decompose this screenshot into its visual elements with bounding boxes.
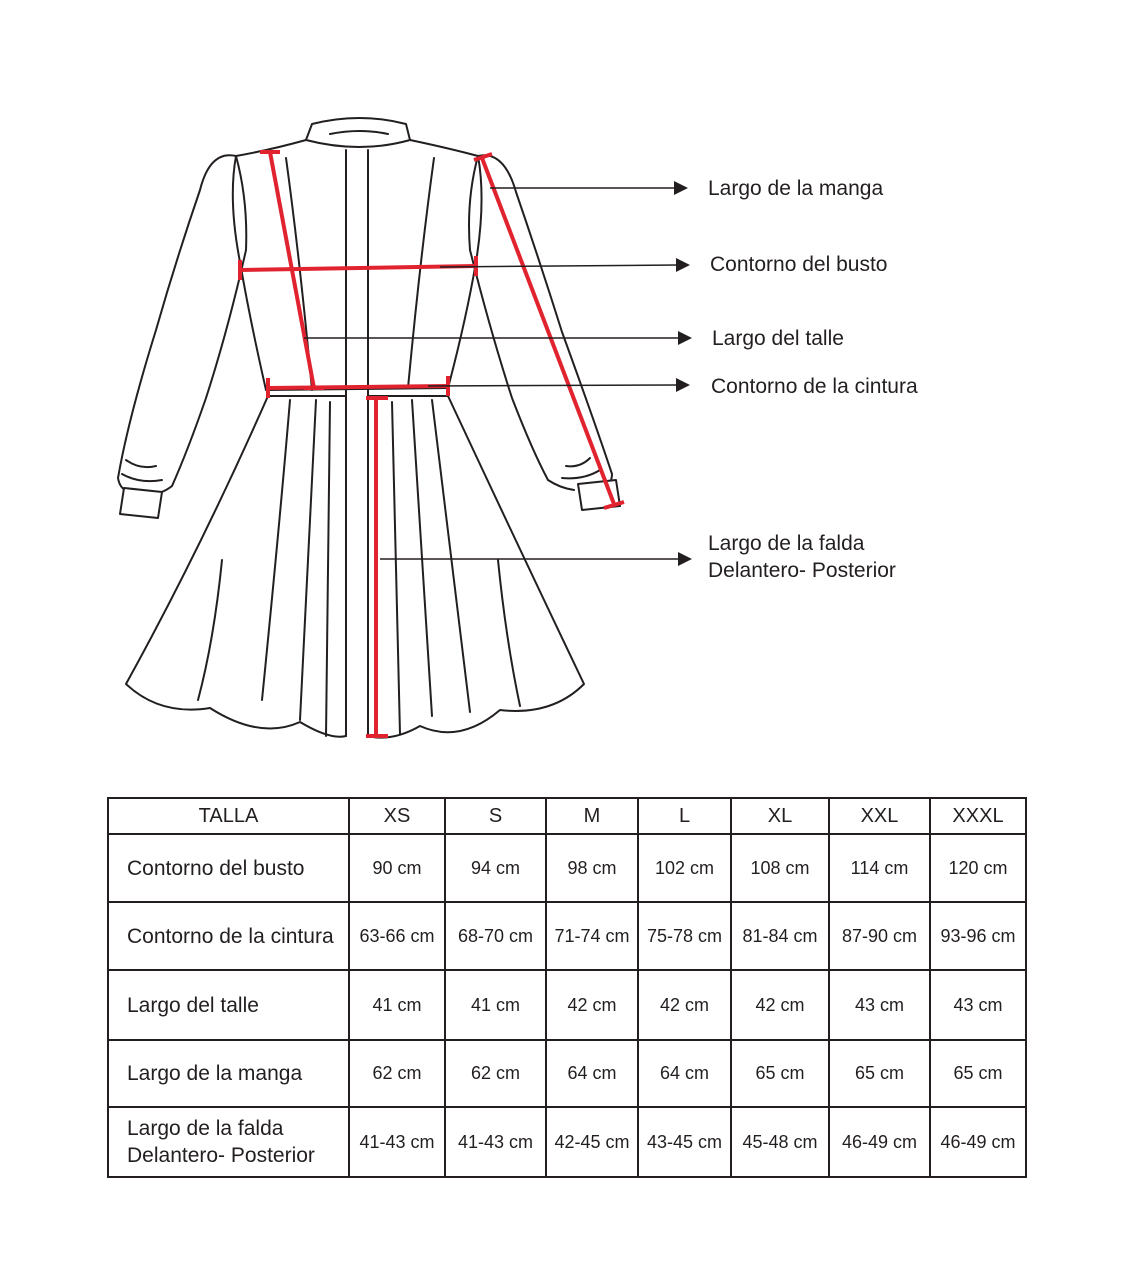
callout-skirt-length bbox=[708, 530, 896, 584]
table-cell: 68-70 cm bbox=[445, 902, 546, 970]
row-label-line: Contorno de la cintura bbox=[127, 924, 334, 948]
size-chart-table bbox=[107, 797, 1027, 1178]
callout-sleeve-length-text: Largo de la manga bbox=[708, 177, 884, 200]
callout-bust bbox=[710, 251, 887, 278]
table-cell: 120 cm bbox=[930, 834, 1026, 902]
row-label-line: Largo de la falda bbox=[127, 1117, 284, 1140]
row-label-line: Delantero- Posterior bbox=[127, 1144, 315, 1167]
table-cell: 102 cm bbox=[638, 834, 731, 902]
table-cell: 65 cm bbox=[930, 1040, 1026, 1107]
table-cell: 87-90 cm bbox=[829, 902, 930, 970]
callout-bodice-length bbox=[712, 325, 844, 352]
table-header-size: XXXL bbox=[930, 798, 1026, 834]
table-row bbox=[108, 1040, 1026, 1107]
table-cell: 93-96 cm bbox=[930, 902, 1026, 970]
row-label-line: Largo de la manga bbox=[127, 1062, 303, 1085]
table-cell: 64 cm bbox=[638, 1040, 731, 1107]
table-cell: 41 cm bbox=[445, 970, 546, 1040]
table-cell: 46-49 cm bbox=[829, 1107, 930, 1177]
table-cell: 46-49 cm bbox=[930, 1107, 1026, 1177]
row-label bbox=[108, 1107, 349, 1177]
row-label bbox=[108, 1040, 349, 1107]
table-cell: 42-45 cm bbox=[546, 1107, 638, 1177]
table-row bbox=[108, 1107, 1026, 1177]
table-row bbox=[108, 970, 1026, 1040]
callout-waist-text: Contorno de la cintura bbox=[711, 375, 918, 398]
table-cell: 43 cm bbox=[829, 970, 930, 1040]
table-cell: 62 cm bbox=[445, 1040, 546, 1107]
table-cell: 98 cm bbox=[546, 834, 638, 902]
table-cell: 64 cm bbox=[546, 1040, 638, 1107]
table-cell: 42 cm bbox=[638, 970, 731, 1040]
callout-sleeve-length bbox=[708, 175, 883, 202]
table-cell: 65 cm bbox=[829, 1040, 930, 1107]
row-label bbox=[108, 902, 349, 970]
table-cell: 41-43 cm bbox=[349, 1107, 445, 1177]
table-row bbox=[108, 834, 1026, 902]
table-cell: 90 cm bbox=[349, 834, 445, 902]
table-header-size: S bbox=[445, 798, 546, 834]
table-header-size: XS bbox=[349, 798, 445, 834]
row-label bbox=[108, 970, 349, 1040]
table-cell: 108 cm bbox=[731, 834, 829, 902]
table-cell: 81-84 cm bbox=[731, 902, 829, 970]
table-cell: 41 cm bbox=[349, 970, 445, 1040]
table-header-size-label: TALLA bbox=[108, 798, 349, 834]
callout-waist bbox=[711, 373, 918, 400]
table-cell: 75-78 cm bbox=[638, 902, 731, 970]
table-cell: 71-74 cm bbox=[546, 902, 638, 970]
table-cell: 43 cm bbox=[930, 970, 1026, 1040]
callout-bust-text: Contorno del busto bbox=[710, 253, 888, 276]
table-header-size: M bbox=[546, 798, 638, 834]
table-header-row bbox=[108, 798, 1026, 834]
callout-skirt-length-line2: Delantero- Posterior bbox=[708, 559, 896, 582]
table-header-size: XXL bbox=[829, 798, 930, 834]
table-cell: 43-45 cm bbox=[638, 1107, 731, 1177]
callout-skirt-length-line1: Largo de la falda bbox=[708, 532, 865, 555]
table-cell: 42 cm bbox=[731, 970, 829, 1040]
row-label bbox=[108, 834, 349, 902]
table-cell: 65 cm bbox=[731, 1040, 829, 1107]
table-cell: 63-66 cm bbox=[349, 902, 445, 970]
table-cell: 42 cm bbox=[546, 970, 638, 1040]
table-cell: 114 cm bbox=[829, 834, 930, 902]
table-cell: 94 cm bbox=[445, 834, 546, 902]
table-cell: 45-48 cm bbox=[731, 1107, 829, 1177]
table-row bbox=[108, 902, 1026, 970]
row-label-line: Largo del talle bbox=[127, 993, 259, 1017]
callout-bodice-length-text: Largo del talle bbox=[712, 327, 844, 350]
table-header-size: XL bbox=[731, 798, 829, 834]
table-cell: 62 cm bbox=[349, 1040, 445, 1107]
table-cell: 41-43 cm bbox=[445, 1107, 546, 1177]
row-label-line: Contorno del busto bbox=[127, 856, 305, 880]
table-header-size: L bbox=[638, 798, 731, 834]
